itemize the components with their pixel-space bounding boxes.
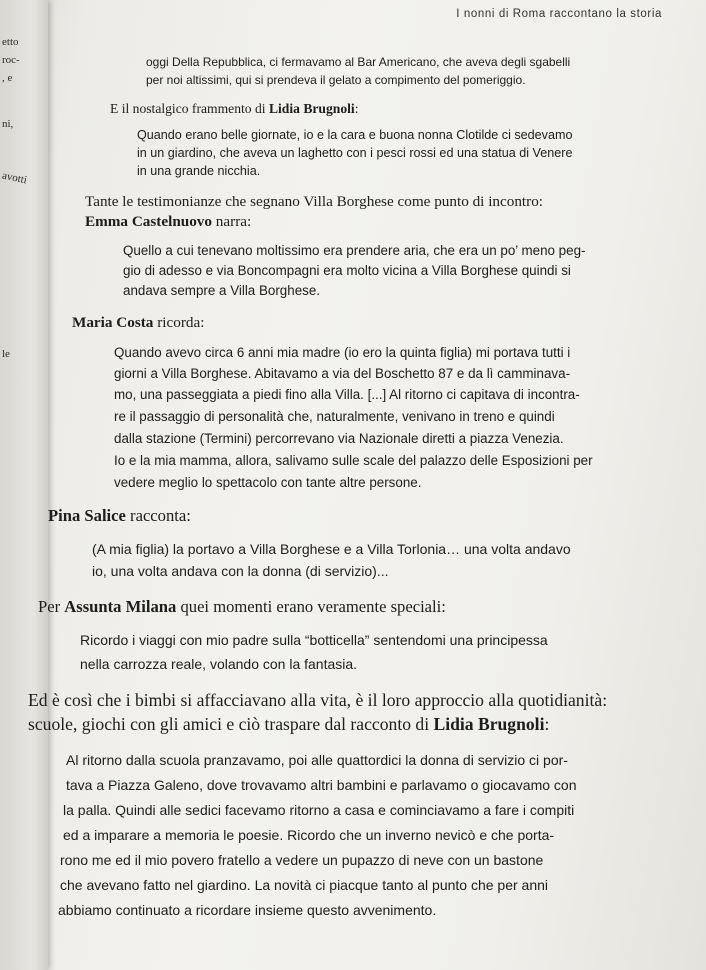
quote-line: che avevano fatto nel giardino. La novità ci piacque tanto al punto che per anni: [60, 877, 549, 893]
intro-text: quei momenti erano veramente speciali:: [176, 597, 446, 616]
gutter-fragment: le: [2, 348, 10, 360]
quote-line: la palla. Quindi alle sedici facevamo ritorno a casa e cominciavamo a fare i compiti: [63, 802, 575, 818]
quote-line: tava a Piazza Galeno, dove trovavamo altri bambini e parlavamo o giocavamo con: [66, 777, 577, 793]
intro-milana: [38, 597, 446, 617]
body-line: [85, 213, 251, 231]
intro-text: Per: [38, 597, 65, 616]
quote-line: andava sempre a Villa Borghese.: [123, 283, 321, 298]
quote-line: Quello a cui tenevano moltissimo era prendere aria, che era un po’ meno peg-: [123, 243, 586, 258]
author-name: Lidia Brugnoli: [268, 101, 355, 116]
quote-line: ed a imparare a memoria le poesie. Ricordo che un inverno nevicò e che porta-: [63, 827, 555, 843]
intro-brugnoli: [110, 101, 358, 117]
gutter-fragment: etto: [2, 36, 19, 48]
author-name: Assunta Milana: [64, 597, 177, 616]
intro-text: E il nostalgico frammento di: [110, 101, 269, 116]
quote-line: oggi Della Repubblica, ci fermavamo al Bar Americano, che aveva degli sgabelli: [146, 55, 571, 69]
gutter-fragment: ni,: [2, 118, 14, 130]
quote-line: (A mia figlia) la portavo a Villa Borghese e a Villa Torlonia… una volta andavo: [92, 541, 571, 557]
quote-line: giorni a Villa Borghese. Abitavamo a via del Boschetto 87 e da lì camminava-: [114, 366, 571, 381]
quote-line: abbiamo continuato a ricordare insieme questo avvenimento.: [58, 902, 437, 918]
intro-text: narra:: [212, 213, 252, 230]
quote-line: Quando erano belle giornate, io e la cara e buona nonna Clotilde ci sedevamo: [137, 128, 573, 142]
body-line: Tante le testimonianze che segnano Villa Borghese come punto di incontro:: [85, 193, 544, 210]
gutter-fragment: avotti: [1, 169, 29, 187]
adjacent-page-edge: [0, 0, 48, 970]
quote-line: in un giardino, che aveva un laghetto con i pesci rossi ed una statua di Venere: [137, 146, 573, 160]
quote-line: io, una volta andava con la donna (di servizio)...: [92, 563, 389, 579]
quote-line: per noi altissimi, qui si prendeva il gelato a compimento del pomeriggio.: [146, 73, 526, 87]
quote-line: gio di adesso e via Boncompagni era molto vicina a Villa Borghese quindi si: [123, 263, 571, 278]
intro-text: scuole, giochi con gli amici e ciò traspare dal racconto di: [28, 714, 434, 734]
intro-salice: [48, 506, 191, 526]
intro-text: racconta:: [125, 506, 191, 525]
intro-text: :: [544, 714, 550, 734]
intro-text: :: [354, 101, 359, 116]
quote-line: in una grande nicchia.: [137, 164, 261, 178]
intro-costa: [72, 314, 204, 332]
quote-line: Al ritorno dalla scuola pranzavamo, poi alle quattordici la donna di servizio ci por-: [66, 752, 568, 768]
quote-line: rono me ed il mio povero fratello a vedere un pupazzo di neve con un bastone: [60, 852, 544, 868]
intro-text: ricorda:: [153, 314, 205, 331]
author-name: Emma Castelnuovo: [85, 213, 212, 230]
body-line: Ed è così che i bimbi si affacciavano alla vita, è il loro approccio alla quotidianità:: [28, 690, 608, 710]
quote-line: Ricordo i viaggi con mio padre sulla “botticella” sentendomi una principessa: [80, 632, 548, 648]
quote-line: Io e la mia mamma, allora, salivamo sulle scale del palazzo delle Esposizioni per: [114, 453, 593, 468]
quote-line: mo, una passeggiata a piedi fino alla Villa. [...] Al ritorno ci capitava di incontra-: [114, 387, 580, 402]
body-line: [28, 714, 549, 735]
quote-line: dalla stazione (Termini) percorrevano via Nazionale diretti a piazza Venezia.: [114, 431, 564, 446]
author-name: Lidia Brugnoli: [433, 714, 545, 734]
gutter-fragment: , e: [2, 72, 13, 84]
running-header: I nonni di Roma raccontano la storia: [456, 8, 662, 20]
author-name: Pina Salice: [48, 506, 126, 525]
gutter-fragment: roc-: [2, 54, 20, 66]
author-name: Maria Costa: [72, 314, 154, 331]
quote-line: nella carrozza reale, volando con la fantasia.: [80, 656, 358, 672]
quote-line: re il passaggio di personalità che, naturalmente, venivano in treno e quindi: [114, 409, 555, 424]
quote-line: vedere meglio lo spettacolo con tante altre persone.: [114, 475, 422, 490]
quote-line: Quando avevo circa 6 anni mia madre (io ero la quinta figlia) mi portava tutti i: [114, 345, 571, 360]
